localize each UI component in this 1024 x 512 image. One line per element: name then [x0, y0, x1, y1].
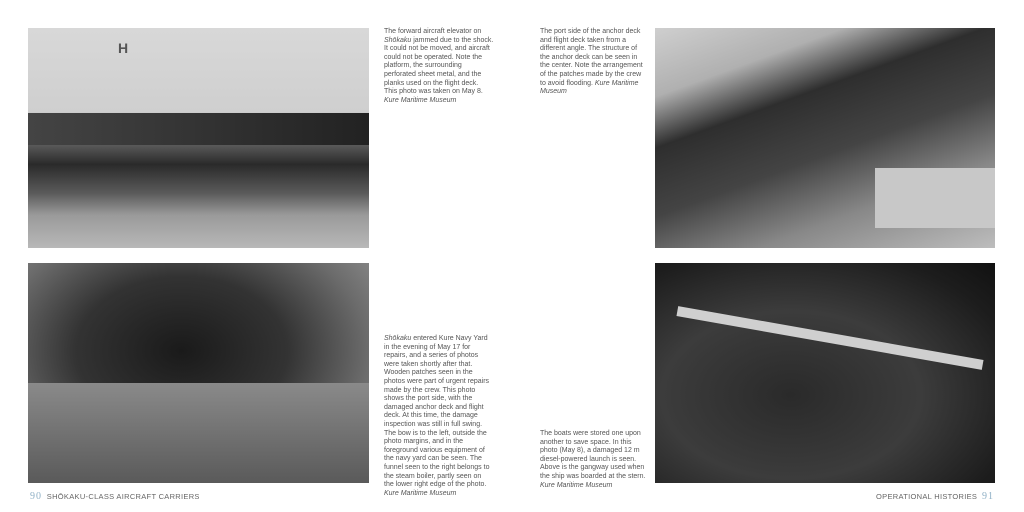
caption-text: entered Kure Navy Yard in the evening of May 17 for repairs, and a series of photos were taken shortly after that. Wooden patches seen in the photos were part of urgent repairs made by the crew. This photo shows the port side, with the damaged anchor deck and flight deck. At this time, the damage inspection was still in full swing. The bow is to the left, outside the photo margins, and in the foreground various equipment of the navy yard can be seen. The funnel seen to the right belongs to the steam boiler, partly seen on the lower right edge of the photo. [384, 335, 490, 489]
caption-text: The forward aircraft elevator on [384, 28, 482, 35]
photo-credit: Kure Maritime Museum [384, 96, 457, 104]
caption-forward-elevator [384, 28, 502, 105]
photo-credit: Kure Maritime Museum [540, 79, 639, 96]
right-footer [876, 491, 994, 502]
photo-stored-boats [655, 263, 995, 483]
caption-anchor-deck [540, 28, 658, 97]
caption-text: jammed due to the shock. It could not be moved, and aircraft could not be operated. Note the platform, the surrounding perforated sheet metal, and the planks used on the flight deck. This photo was taken on May 8. [384, 36, 494, 96]
caption-text: The port side of the anchor deck and flight deck taken from a different angle. The structure of the anchor deck can be seen in the center. Note the arrangement of the patches made by the crew to avoid flooding. [540, 28, 643, 87]
left-footer [30, 491, 200, 502]
page-number: 91 [982, 491, 994, 502]
caption-stored-boats [540, 430, 658, 490]
photo-port-side-damage [28, 263, 369, 483]
photo-anchor-deck [655, 28, 995, 248]
caption-text: The boats were stored one upon another to save space. In this photo (May 8), a damaged 12 m diesel-powered launch is seen. Above is the gangway used when the ship was boarded at the stern. [540, 430, 646, 480]
photo-credit: Kure Maritime Museum [540, 481, 613, 489]
deck-structure [875, 168, 995, 228]
h-marker: H [118, 40, 129, 56]
caption-kure-navy-yard [384, 335, 502, 498]
gangway [676, 306, 983, 370]
photo-forward-elevator [28, 28, 369, 248]
running-title: SHŌKAKU-CLASS AIRCRAFT CARRIERS [46, 492, 200, 501]
running-title: OPERATIONAL HISTORIES [876, 492, 978, 501]
page-number: 90 [30, 491, 42, 502]
ship-name: Shōkaku [384, 335, 412, 342]
photo-credit: Kure Maritime Museum [384, 489, 457, 497]
ship-name: Shōkaku [384, 36, 412, 44]
hull [28, 383, 369, 483]
crew-silhouettes [28, 113, 369, 145]
